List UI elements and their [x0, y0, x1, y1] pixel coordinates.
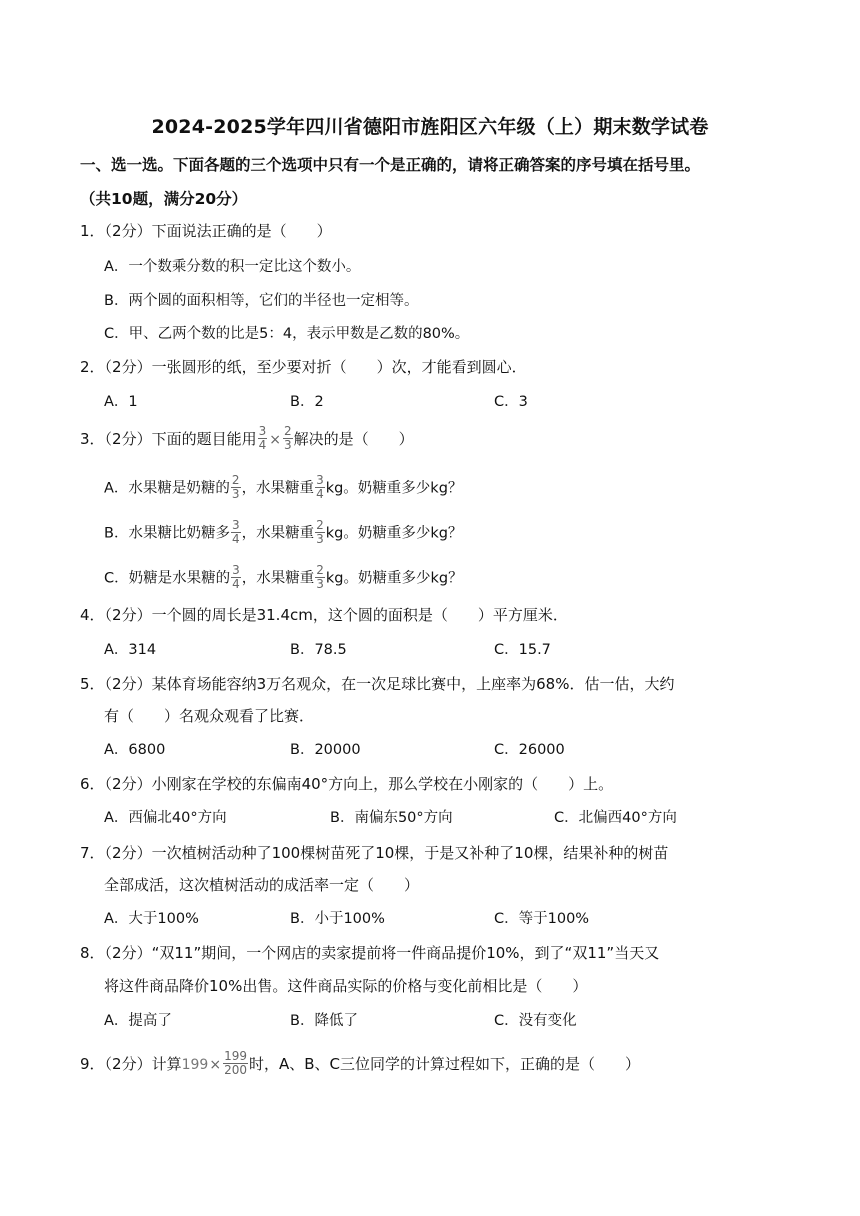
question-7-stem-line-2: 全部成活，这次植树活动的成活率一定（ ）	[104, 876, 420, 894]
fraction-denominator: 3	[231, 487, 240, 501]
section-heading: 一、选一选。下面各题的三个选项中只有一个是正确的，请将正确答案的序号填在括号里。	[80, 156, 701, 174]
fraction-numerator: 2	[231, 473, 240, 487]
option-text: A．水果糖是奶糖的	[104, 480, 230, 497]
option-text: B．水果糖比奶糖多	[104, 525, 230, 542]
option-text: kg。奶糖重多少kg？	[325, 570, 463, 587]
fraction-numerator: 199	[224, 1049, 247, 1063]
fraction-denominator: 4	[258, 438, 267, 452]
option-text: ，水果糖重	[241, 480, 315, 497]
question-5-stem-line-1: 5．（2分）某体育场能容纳3万名观众，在一次足球比赛中，上座率为68%．估一估，大约	[80, 675, 675, 693]
question-7-option-a: A．大于100%	[104, 911, 199, 927]
question-1-option-b: B．两个圆的面积相等，它们的半径也一定相等。	[104, 293, 419, 309]
fraction-numerator: 2	[316, 518, 324, 532]
times-sign: ×	[269, 432, 281, 448]
fraction-denominator: 4	[231, 532, 240, 546]
option-text: ，水果糖重	[241, 525, 315, 542]
question-3-stem-suffix: 解决的是（ ）	[293, 430, 414, 448]
question-1-stem: 1．（2分）下面说法正确的是（ ）	[80, 222, 332, 240]
question-5-option-a: A．6800	[104, 742, 166, 758]
fraction	[315, 474, 325, 501]
question-3-stem-prefix: 3．（2分）下面的题目能用	[80, 430, 257, 448]
fraction-denominator: 4	[232, 577, 240, 591]
fraction-numerator: 3	[316, 473, 324, 487]
question-7-option-b: B．小于100%	[290, 911, 385, 927]
question-5-option-b: B．20000	[290, 742, 361, 758]
question-6-option-a: A．西偏北40°方向	[104, 810, 227, 826]
question-6-option-c: C．北偏西40°方向	[554, 810, 677, 826]
question-4-option-c: C．15.7	[494, 642, 551, 658]
question-5-option-c: C．26000	[494, 742, 565, 758]
fraction-denominator: 4	[316, 487, 324, 501]
option-text: C．奶糖是水果糖的	[104, 570, 231, 587]
fraction	[231, 519, 241, 546]
question-6-stem: 6．（2分）小刚家在学校的东偏南40°方向上，那么学校在小刚家的（ ）上。	[80, 775, 614, 793]
fraction-numerator: 3	[232, 563, 240, 577]
question-2-option-a: A．1	[104, 394, 138, 410]
question-3-option-b	[104, 520, 462, 547]
question-4-option-b: B．78.5	[290, 642, 347, 658]
fraction	[283, 425, 293, 452]
question-8-stem-line-1: 8．（2分）“双11”期间，一个网店的卖家提前将一件商品提价10%，到了“双11”当天又	[80, 944, 660, 962]
question-3-option-a	[104, 475, 462, 502]
question-8-stem-line-2: 将这件商品降价10%出售。这件商品实际的价格与变化前相比是（ ）	[104, 977, 588, 995]
option-text: ，水果糖重	[241, 570, 315, 587]
fraction	[315, 519, 325, 546]
fraction-numerator: 3	[258, 424, 267, 438]
question-2-option-b: B．2	[290, 394, 324, 410]
question-4-option-a: A．314	[104, 642, 157, 658]
fraction-numerator: 2	[283, 424, 292, 438]
fraction-numerator: 2	[316, 563, 324, 577]
question-3-stem	[80, 426, 414, 453]
question-9-stem-suffix: 时，A、B、C三位同学的计算过程如下，正确的是（ ）	[248, 1055, 640, 1073]
question-1-option-c: C．甲、乙两个数的比是5：4，表示甲数是乙数的80%。	[104, 326, 470, 342]
math-number: 199	[181, 1057, 209, 1073]
fraction	[231, 564, 241, 591]
fraction	[258, 425, 268, 452]
question-9-stem-prefix: 9．（2分）计算	[80, 1055, 182, 1073]
fraction-numerator: 3	[231, 518, 240, 532]
question-2-option-c: C．3	[494, 394, 528, 410]
question-1-option-a: A．一个数乘分数的积一定比这个数小。	[104, 259, 361, 275]
question-3-option-c	[104, 565, 463, 592]
fraction-denominator: 3	[316, 532, 324, 546]
fraction	[231, 474, 241, 501]
fraction-denominator: 3	[316, 577, 324, 591]
question-8-option-a: A．提高了	[104, 1013, 172, 1029]
question-7-stem-line-1: 7．（2分）一次植树活动种了100棵树苗死了10棵，于是又补种了10棵，结果补种的树苗	[80, 844, 669, 862]
question-4-stem: 4．（2分）一个圆的周长是31.4cm，这个圆的面积是（ ）平方厘米．	[80, 606, 568, 624]
section-note: （共10题，满分20分）	[80, 190, 248, 208]
option-text: kg。奶糖重多少kg？	[325, 480, 463, 497]
times-sign: ×	[209, 1057, 222, 1073]
question-6-option-b: B．南偏东50°方向	[330, 810, 453, 826]
question-8-option-b: B．降低了	[290, 1013, 358, 1029]
question-5-stem-line-2: 有（ ）名观众观看了比赛．	[104, 707, 315, 725]
option-text: kg。奶糖重多少kg？	[325, 525, 463, 542]
page-title: 2024-2025学年四川省德阳市旌阳区六年级（上）期末数学试卷	[151, 116, 709, 138]
question-2-stem: 2．（2分）一张圆形的纸，至少要对折（ ）次，才能看到圆心．	[80, 358, 527, 376]
fraction-denominator: 3	[283, 438, 292, 452]
fraction-denominator: 200	[224, 1063, 247, 1077]
question-8-option-c: C．没有变化	[494, 1013, 577, 1029]
question-7-option-c: C．等于100%	[494, 911, 590, 927]
fraction	[223, 1050, 248, 1077]
fraction	[315, 564, 325, 591]
question-9-stem	[80, 1051, 640, 1078]
